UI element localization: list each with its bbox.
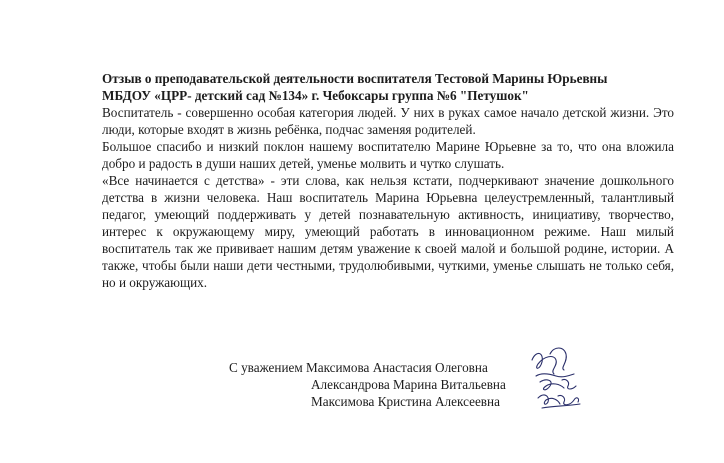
document-title	[102, 70, 674, 104]
document-body	[102, 104, 674, 291]
signature-line-1: С уважением Максимова Анастасия Олеговна	[229, 360, 488, 375]
title-line-2: МБДОУ «ЦРР- детский сад №134» г. Чебоксары группа №6 "Петушок"	[102, 88, 529, 103]
title-line-1: Отзыв о преподавательской деятельности воспитателя Тестовой Марины Юрьевны	[102, 71, 608, 86]
signature-line-2: Александрова Марина Витальевна	[311, 377, 506, 392]
paragraph-3: «Все начинается с детства» - эти слова, как нельзя кстати, подчеркивают значение дошкольного детства в жизни человека. Наш воспитатель Марина Юрьевна целеустремленный, талантливый педагог, умеющий поддерживать у детей познавательную активность, инициативу, творчество, интерес к окружающему миру, умеющий работать в инновационном режиме. Наш милый воспитатель так же прививает нашим детям уважение к своей малой и большой родине, истории. А также, чтобы были наши дети честными, трудолюбивыми, чуткими, уменье слышать не только себя, но и окружающих.	[102, 173, 674, 290]
signature-line-3: Максимова Кристина Алексеевна	[311, 394, 500, 409]
paragraph-2: Большое спасибо и низкий поклон нашему воспитателю Марине Юрьевне за то, что она вложила добро и радость в души наших детей, уменье молвить и чутко слушать.	[102, 139, 674, 171]
review-document	[102, 70, 674, 291]
paragraph-1: Воспитатель - совершенно особая категория людей. У них в руках самое начало детской жизни. Это люди, которые входят в жизнь ребёнка, подчас заменяя родителей.	[102, 105, 674, 137]
signature-block	[229, 359, 506, 410]
handwritten-signature-icon	[520, 340, 600, 420]
